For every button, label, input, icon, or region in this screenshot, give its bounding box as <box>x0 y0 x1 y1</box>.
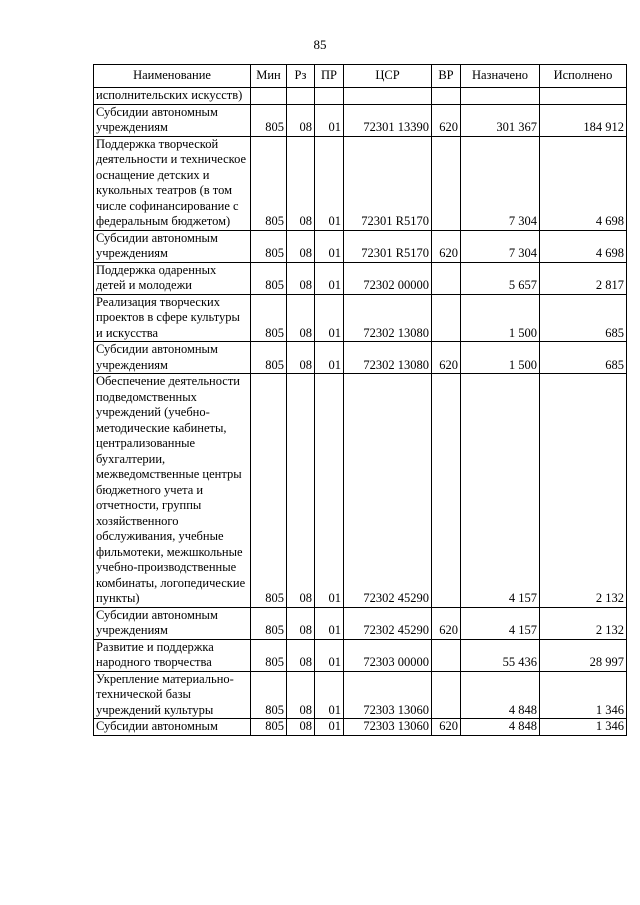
table-row <box>94 136 627 230</box>
table-row <box>94 104 627 136</box>
cell-csr: 72302 13080 <box>344 342 432 374</box>
cell-rz: 08 <box>287 639 315 671</box>
cell-min: 805 <box>251 639 287 671</box>
table-row <box>94 342 627 374</box>
cell-executed: 1 346 <box>540 719 627 736</box>
header-row <box>94 65 627 88</box>
cell-assigned: 4 848 <box>461 719 540 736</box>
cell-pr: 01 <box>315 230 344 262</box>
budget-table <box>93 64 627 736</box>
cell-name: Обеспечение деятельности подведомственных учреждений (учебно-методические кабинеты, централизованные бухгалтерии, межведомственные центры бюджетного учета и отчетности, группы хозяйственного обслуживания, учебные фильмотеки, межшкольные учебно-производственные комбинаты, логопедические пункты) <box>94 374 251 608</box>
cell-assigned: 5 657 <box>461 262 540 294</box>
cell-vr <box>432 136 461 230</box>
cell-rz: 08 <box>287 719 315 736</box>
cell-name: Субсидии автономным учреждениям <box>94 607 251 639</box>
cell-executed: 184 912 <box>540 104 627 136</box>
header-assigned: Назначено <box>461 65 540 88</box>
cell-pr <box>315 88 344 105</box>
cell-csr: 72302 00000 <box>344 262 432 294</box>
cell-vr <box>432 88 461 105</box>
cell-rz: 08 <box>287 294 315 342</box>
header-name: Наименование <box>94 65 251 88</box>
cell-rz: 08 <box>287 262 315 294</box>
cell-pr: 01 <box>315 671 344 719</box>
cell-csr: 72302 45290 <box>344 374 432 608</box>
header-vr: ВР <box>432 65 461 88</box>
header-min: Мин <box>251 65 287 88</box>
cell-vr: 620 <box>432 342 461 374</box>
cell-csr: 72301 13390 <box>344 104 432 136</box>
cell-name: исполнительских искусств) <box>94 88 251 105</box>
table-row <box>94 671 627 719</box>
cell-min: 805 <box>251 607 287 639</box>
cell-executed: 2 817 <box>540 262 627 294</box>
cell-executed: 28 997 <box>540 639 627 671</box>
cell-vr: 620 <box>432 104 461 136</box>
cell-executed: 685 <box>540 342 627 374</box>
cell-assigned: 4 848 <box>461 671 540 719</box>
header-rz: Рз <box>287 65 315 88</box>
cell-pr: 01 <box>315 607 344 639</box>
cell-min: 805 <box>251 104 287 136</box>
cell-vr <box>432 294 461 342</box>
cell-vr <box>432 671 461 719</box>
cell-csr <box>344 88 432 105</box>
cell-min: 805 <box>251 136 287 230</box>
cell-vr: 620 <box>432 607 461 639</box>
table-row <box>94 374 627 608</box>
cell-rz: 08 <box>287 136 315 230</box>
cell-assigned: 55 436 <box>461 639 540 671</box>
cell-executed: 4 698 <box>540 230 627 262</box>
cell-assigned: 1 500 <box>461 294 540 342</box>
cell-assigned: 7 304 <box>461 230 540 262</box>
cell-name: Поддержка одаренных детей и молодежи <box>94 262 251 294</box>
table-row <box>94 230 627 262</box>
cell-pr: 01 <box>315 136 344 230</box>
cell-rz: 08 <box>287 342 315 374</box>
cell-assigned: 1 500 <box>461 342 540 374</box>
cell-csr: 72301 R5170 <box>344 136 432 230</box>
cell-csr: 72303 13060 <box>344 719 432 736</box>
cell-csr: 72302 13080 <box>344 294 432 342</box>
cell-rz: 08 <box>287 671 315 719</box>
cell-executed <box>540 88 627 105</box>
table-row <box>94 294 627 342</box>
cell-min <box>251 88 287 105</box>
table-row <box>94 719 627 736</box>
cell-vr <box>432 374 461 608</box>
cell-executed: 4 698 <box>540 136 627 230</box>
cell-name: Поддержка творческой деятельности и техническое оснащение детских и кукольных театров (в том числе софинансирование с федеральным бюджетом) <box>94 136 251 230</box>
cell-csr: 72301 R5170 <box>344 230 432 262</box>
cell-executed: 685 <box>540 294 627 342</box>
table-body <box>94 88 627 736</box>
table-row <box>94 262 627 294</box>
cell-name: Субсидии автономным учреждениям <box>94 230 251 262</box>
cell-vr: 620 <box>432 230 461 262</box>
cell-name: Реализация творческих проектов в сфере культуры и искусства <box>94 294 251 342</box>
cell-pr: 01 <box>315 342 344 374</box>
cell-executed: 2 132 <box>540 607 627 639</box>
cell-min: 805 <box>251 374 287 608</box>
cell-min: 805 <box>251 294 287 342</box>
cell-name: Укрепление материально-технической базы учреждений культуры <box>94 671 251 719</box>
header-pr: ПР <box>315 65 344 88</box>
cell-pr: 01 <box>315 294 344 342</box>
cell-rz: 08 <box>287 104 315 136</box>
cell-pr: 01 <box>315 374 344 608</box>
table-header <box>94 65 627 88</box>
cell-rz: 08 <box>287 374 315 608</box>
cell-pr: 01 <box>315 104 344 136</box>
cell-assigned: 4 157 <box>461 374 540 608</box>
cell-assigned <box>461 88 540 105</box>
cell-csr: 72302 45290 <box>344 607 432 639</box>
page-number: 85 <box>313 37 327 52</box>
cell-vr: 620 <box>432 719 461 736</box>
table-row <box>94 88 627 105</box>
cell-pr: 01 <box>315 262 344 294</box>
cell-csr: 72303 00000 <box>344 639 432 671</box>
cell-rz: 08 <box>287 607 315 639</box>
cell-min: 805 <box>251 719 287 736</box>
cell-vr <box>432 639 461 671</box>
cell-vr <box>432 262 461 294</box>
cell-pr: 01 <box>315 719 344 736</box>
cell-assigned: 4 157 <box>461 607 540 639</box>
header-csr: ЦСР <box>344 65 432 88</box>
table-row <box>94 607 627 639</box>
cell-name: Субсидии автономным учреждениям <box>94 342 251 374</box>
cell-pr: 01 <box>315 639 344 671</box>
cell-name: Субсидии автономным учреждениям <box>94 104 251 136</box>
cell-csr: 72303 13060 <box>344 671 432 719</box>
cell-executed: 2 132 <box>540 374 627 608</box>
cell-rz <box>287 88 315 105</box>
cell-min: 805 <box>251 230 287 262</box>
cell-executed: 1 346 <box>540 671 627 719</box>
cell-min: 805 <box>251 671 287 719</box>
cell-min: 805 <box>251 262 287 294</box>
cell-min: 805 <box>251 342 287 374</box>
cell-name: Развитие и поддержка народного творчества <box>94 639 251 671</box>
cell-assigned: 7 304 <box>461 136 540 230</box>
header-executed: Исполнено <box>540 65 627 88</box>
cell-assigned: 301 367 <box>461 104 540 136</box>
table-row <box>94 639 627 671</box>
cell-name: Субсидии автономным <box>94 719 251 736</box>
cell-rz: 08 <box>287 230 315 262</box>
